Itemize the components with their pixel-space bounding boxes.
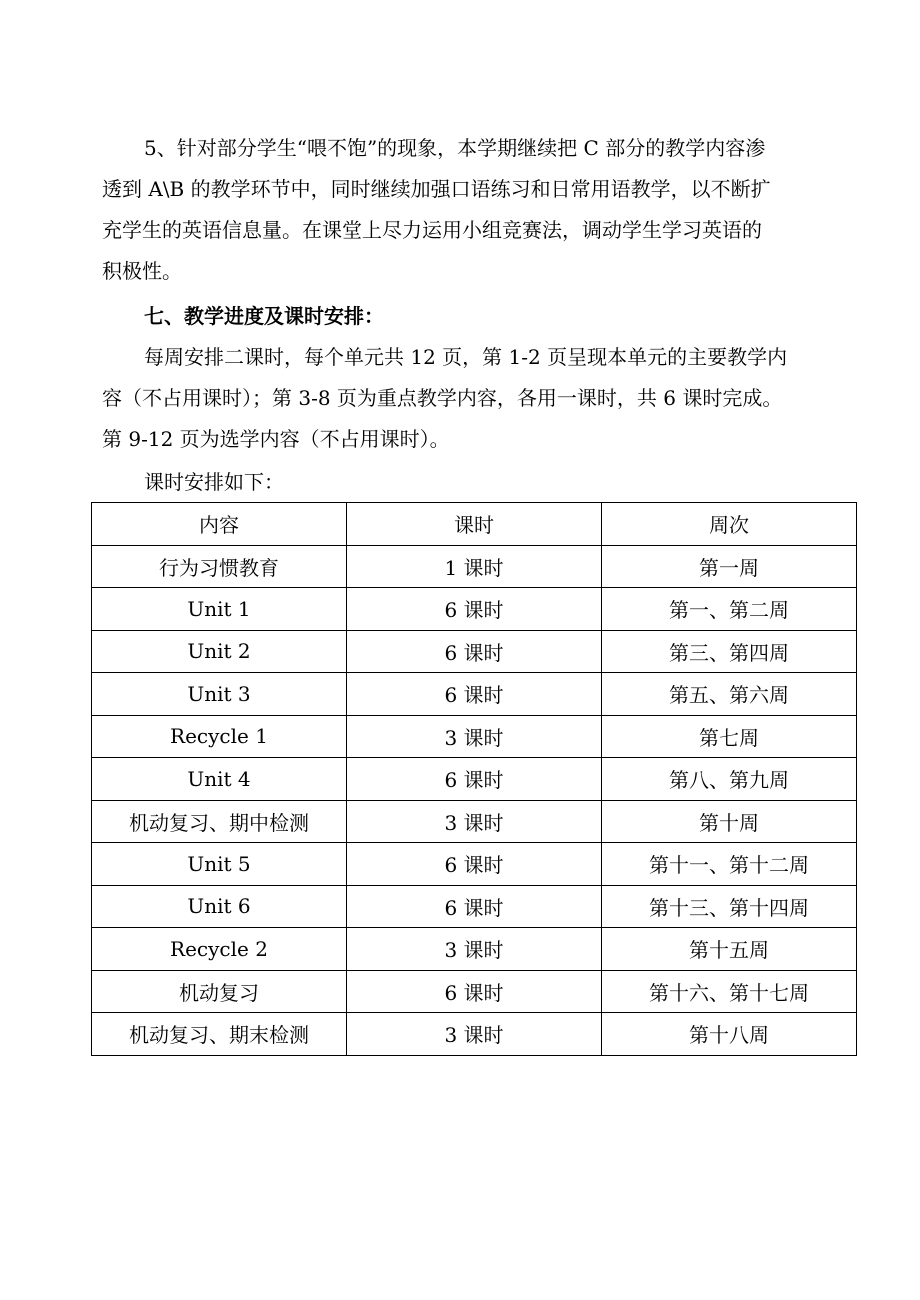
table-row — [92, 1013, 857, 1056]
cell-content: 机动复习、期末检测 — [92, 1013, 347, 1056]
table-row — [92, 970, 857, 1013]
cell-weeks: 第十一、第十二周 — [602, 843, 857, 886]
cell-hours: 3 课时 — [347, 715, 602, 758]
cell-content: Unit 2 — [92, 630, 347, 673]
cell-hours: 6 课时 — [347, 843, 602, 886]
cell-weeks: 第十八周 — [602, 1013, 857, 1056]
table-row — [92, 588, 857, 631]
column-header-weeks: 周次 — [602, 503, 857, 546]
schedule-table — [91, 502, 857, 1056]
cell-hours: 3 课时 — [347, 928, 602, 971]
paragraph-5 — [102, 128, 818, 292]
section-heading: 七、教学进度及课时安排： — [144, 304, 384, 328]
table-row — [92, 673, 857, 716]
cell-content: Unit 5 — [92, 843, 347, 886]
column-header-content: 内容 — [92, 503, 347, 546]
table-header-row — [92, 503, 857, 546]
cell-hours: 3 课时 — [347, 1013, 602, 1056]
table-row — [92, 800, 857, 843]
column-header-hours: 课时 — [347, 503, 602, 546]
cell-weeks: 第十六、第十七周 — [602, 970, 857, 1013]
table-row — [92, 545, 857, 588]
cell-content: 机动复习 — [92, 970, 347, 1013]
table-intro-block — [102, 462, 818, 503]
cell-hours: 6 课时 — [347, 673, 602, 716]
cell-weeks: 第十五周 — [602, 928, 857, 971]
cell-content: Recycle 2 — [92, 928, 347, 971]
cell-weeks: 第七周 — [602, 715, 857, 758]
section-7-heading-block — [102, 296, 818, 337]
table-row — [92, 928, 857, 971]
cell-weeks: 第十周 — [602, 800, 857, 843]
cell-hours: 1 课时 — [347, 545, 602, 588]
paragraph-line: 透到 A\B 的教学环节中，同时继续加强口语练习和日常用语教学，以不断扩 — [102, 177, 771, 201]
paragraph-line: 容（不占用课时）；第 3-8 页为重点教学内容，各用一课时，共 6 课时完成。 — [102, 386, 783, 410]
cell-content: 机动复习、期中检测 — [92, 800, 347, 843]
paragraph-line: 每周安排二课时，每个单元共 12 页，第 1-2 页呈现本单元的主要教学内 — [144, 345, 788, 369]
cell-hours: 6 课时 — [347, 758, 602, 801]
cell-hours: 6 课时 — [347, 630, 602, 673]
cell-hours: 3 课时 — [347, 800, 602, 843]
table-row — [92, 843, 857, 886]
paragraph-line: 第 9-12 页为选学内容（不占用课时）。 — [102, 427, 450, 451]
cell-content: 行为习惯教育 — [92, 545, 347, 588]
cell-weeks: 第三、第四周 — [602, 630, 857, 673]
cell-content: Unit 4 — [92, 758, 347, 801]
cell-weeks: 第一周 — [602, 545, 857, 588]
cell-hours: 6 课时 — [347, 588, 602, 631]
cell-weeks: 第一、第二周 — [602, 588, 857, 631]
cell-content: Unit 6 — [92, 885, 347, 928]
paragraph-line: 充学生的英语信息量。在课堂上尽力运用小组竞赛法，调动学生学习英语的 — [102, 218, 762, 242]
cell-weeks: 第十三、第十四周 — [602, 885, 857, 928]
cell-hours: 6 课时 — [347, 885, 602, 928]
cell-hours: 6 课时 — [347, 970, 602, 1013]
table-intro: 课时安排如下： — [144, 470, 284, 494]
paragraph-line: 5、针对部分学生“喂不饱”的现象，本学期继续把 C 部分的教学内容渗 — [144, 136, 766, 160]
table-row — [92, 885, 857, 928]
paragraph-line: 积极性。 — [102, 259, 182, 283]
table-row — [92, 758, 857, 801]
cell-weeks: 第八、第九周 — [602, 758, 857, 801]
table-row — [92, 715, 857, 758]
table-row — [92, 630, 857, 673]
cell-content: Unit 1 — [92, 588, 347, 631]
cell-content: Unit 3 — [92, 673, 347, 716]
section-7-body — [102, 337, 818, 460]
cell-content: Recycle 1 — [92, 715, 347, 758]
cell-weeks: 第五、第六周 — [602, 673, 857, 716]
